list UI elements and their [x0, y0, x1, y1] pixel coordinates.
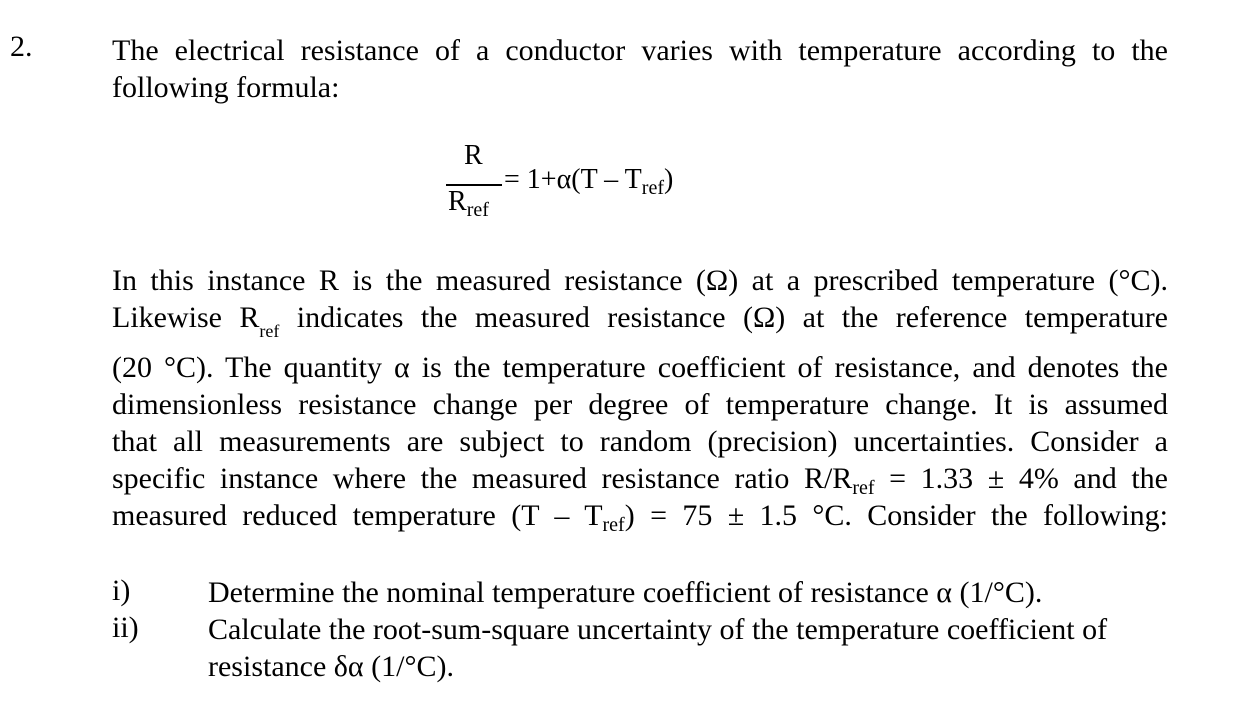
- paragraph-line: In this instance R is the measured resistance (Ω) at a prescribed temperature (°C).: [112, 264, 1168, 297]
- paragraph-line: specific instance where the measured resistance ratio $R/R_{ref} = 1.33 \pm 4\%$ and the: [112, 462, 1168, 499]
- task-text-continued: resistance δα (1/°C).: [208, 650, 454, 683]
- task-list: [112, 574, 1172, 685]
- paragraph-line: measured reduced temperature $(T - T_{ref}) = 75 \pm 1.5$ °C. Consider the following:: [112, 499, 1168, 536]
- task-label: i): [112, 574, 131, 607]
- formula-denominator: $R_{ref}$: [448, 186, 489, 221]
- task-text: Determine the nominal temperature coefficient of resistance α (1/°C).: [208, 576, 1043, 609]
- task-item: [112, 574, 1172, 611]
- task-label: ii): [112, 611, 139, 644]
- formula-right-hand-side: = $1+\alpha(T - T_{ref})$: [504, 164, 674, 199]
- paragraph-line: (20 °C). The quantity α is the temperature coefficient of resistance, and denotes the: [112, 351, 1168, 384]
- task-text: Calculate the root-sum-square uncertainty of the temperature coefficient of: [208, 613, 1108, 646]
- task-item: [112, 611, 1172, 685]
- formula-numerator: R: [464, 140, 483, 171]
- question-number: 2.: [10, 30, 33, 63]
- intro-line-1: The electrical resistance of a conductor varies with temperature according to the: [112, 34, 1168, 67]
- paragraph-line: that all measurements are subject to random (precision) uncertainties. Consider a: [112, 425, 1168, 458]
- explanation-paragraph: [112, 262, 1168, 534]
- paragraph-line: dimensionless resistance change per degree of temperature change. It is assumed: [112, 388, 1168, 421]
- resistance-formula: [446, 140, 766, 230]
- paragraph-line: Likewise $R_{ref}$ indicates the measured resistance (Ω) at the reference temperature: [112, 301, 1168, 341]
- intro-text: [112, 32, 1168, 106]
- intro-line-2: following formula:: [112, 71, 340, 104]
